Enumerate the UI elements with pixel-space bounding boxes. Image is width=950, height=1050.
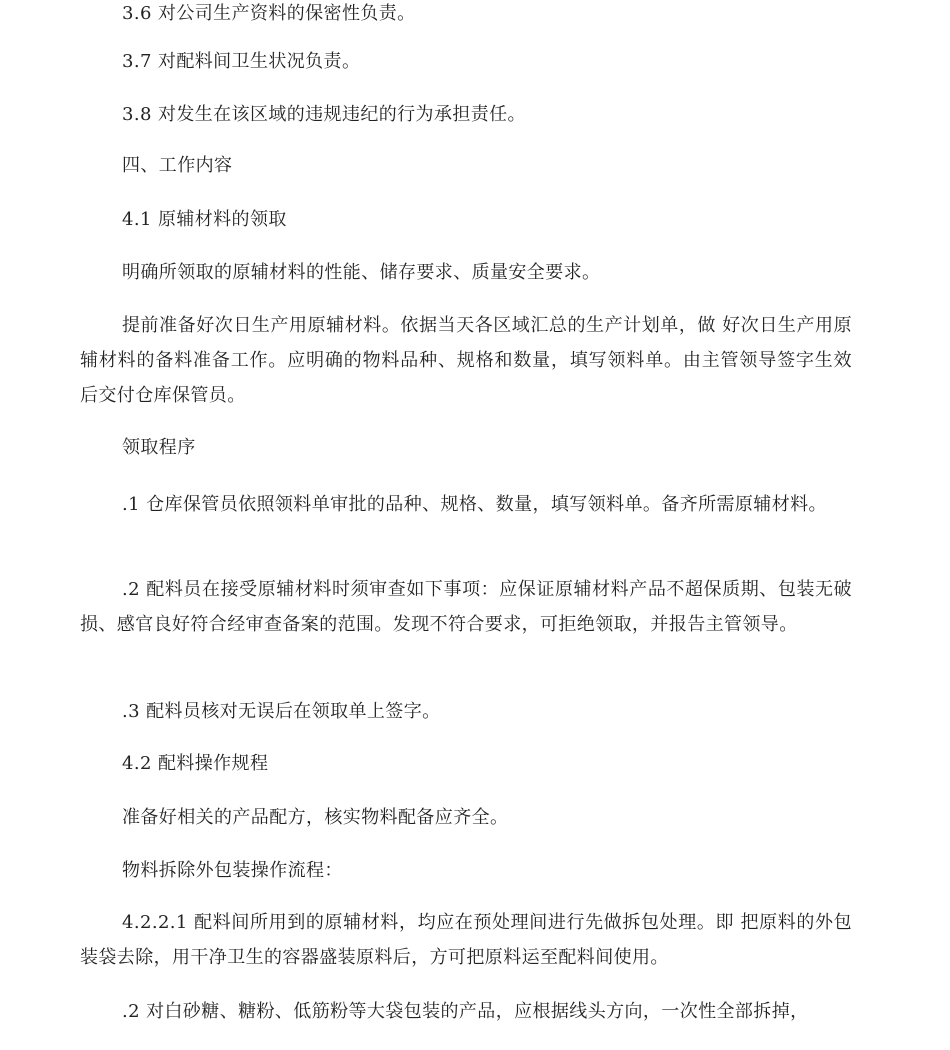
clause-3-6: 3.6 对公司生产资料的保密性负责。	[122, 3, 416, 24]
heading-unpacking-process: 物料拆除外包装操作流程：	[122, 860, 343, 881]
subsection-heading-4-1: 4.1 原辅材料的领取	[122, 209, 287, 230]
procedure-step-1: .1 仓库保管员依照领料单审批的品种、规格、数量，填写领料单。备齐所需原辅材料。	[122, 494, 827, 515]
subsection-heading-4-2: 4.2 配料操作规程	[122, 753, 269, 774]
clause-4-2-2-1: 4.2.2.1 配料间所用到的原辅材料，均应在预处理间进行先做拆包处理。即 把原料的外包装袋去除，用干净卫生的容器盛装原料后，方可把原料运至配料间使用。	[80, 912, 852, 968]
paragraph-prepare-materials: 提前准备好次日生产用原辅材料。依据当天各区域汇总的生产计划单，做 好次日生产用原辅材料的备料准备工作。应明确的物料品种、规格和数量，填写领料单。由主管领导签字生效后交付仓库保管员。	[80, 315, 852, 406]
clause-4-2-2-2: .2 对白砂糖、糖粉、低筋粉等大袋包装的产品，应根据线头方向，一次性全部拆掉，	[122, 1001, 809, 1022]
heading-collection-procedure: 领取程序	[122, 437, 196, 458]
clause-3-7: 3.7 对配料间卫生状况负责。	[122, 51, 361, 72]
document-page	[80, 0, 852, 1050]
section-heading-4: 四、工作内容	[122, 155, 233, 176]
procedure-step-3: .3 配料员核对无误后在领取单上签字。	[122, 701, 441, 722]
paragraph-formula-preparation: 准备好相关的产品配方，核实物料配备应齐全。	[122, 807, 509, 828]
clause-3-8: 3.8 对发生在该区域的违规违纪的行为承担责任。	[122, 104, 526, 125]
procedure-step-2: .2 配料员在接受原辅材料时须审查如下事项：应保证原辅材料产品不超保质期、包装无破损、感官良好符合经审查备案的范围。发现不符合要求，可拒绝领取，并报告主管领导。	[80, 579, 852, 635]
paragraph-material-requirements: 明确所领取的原辅材料的性能、储存要求、质量安全要求。	[122, 262, 601, 283]
